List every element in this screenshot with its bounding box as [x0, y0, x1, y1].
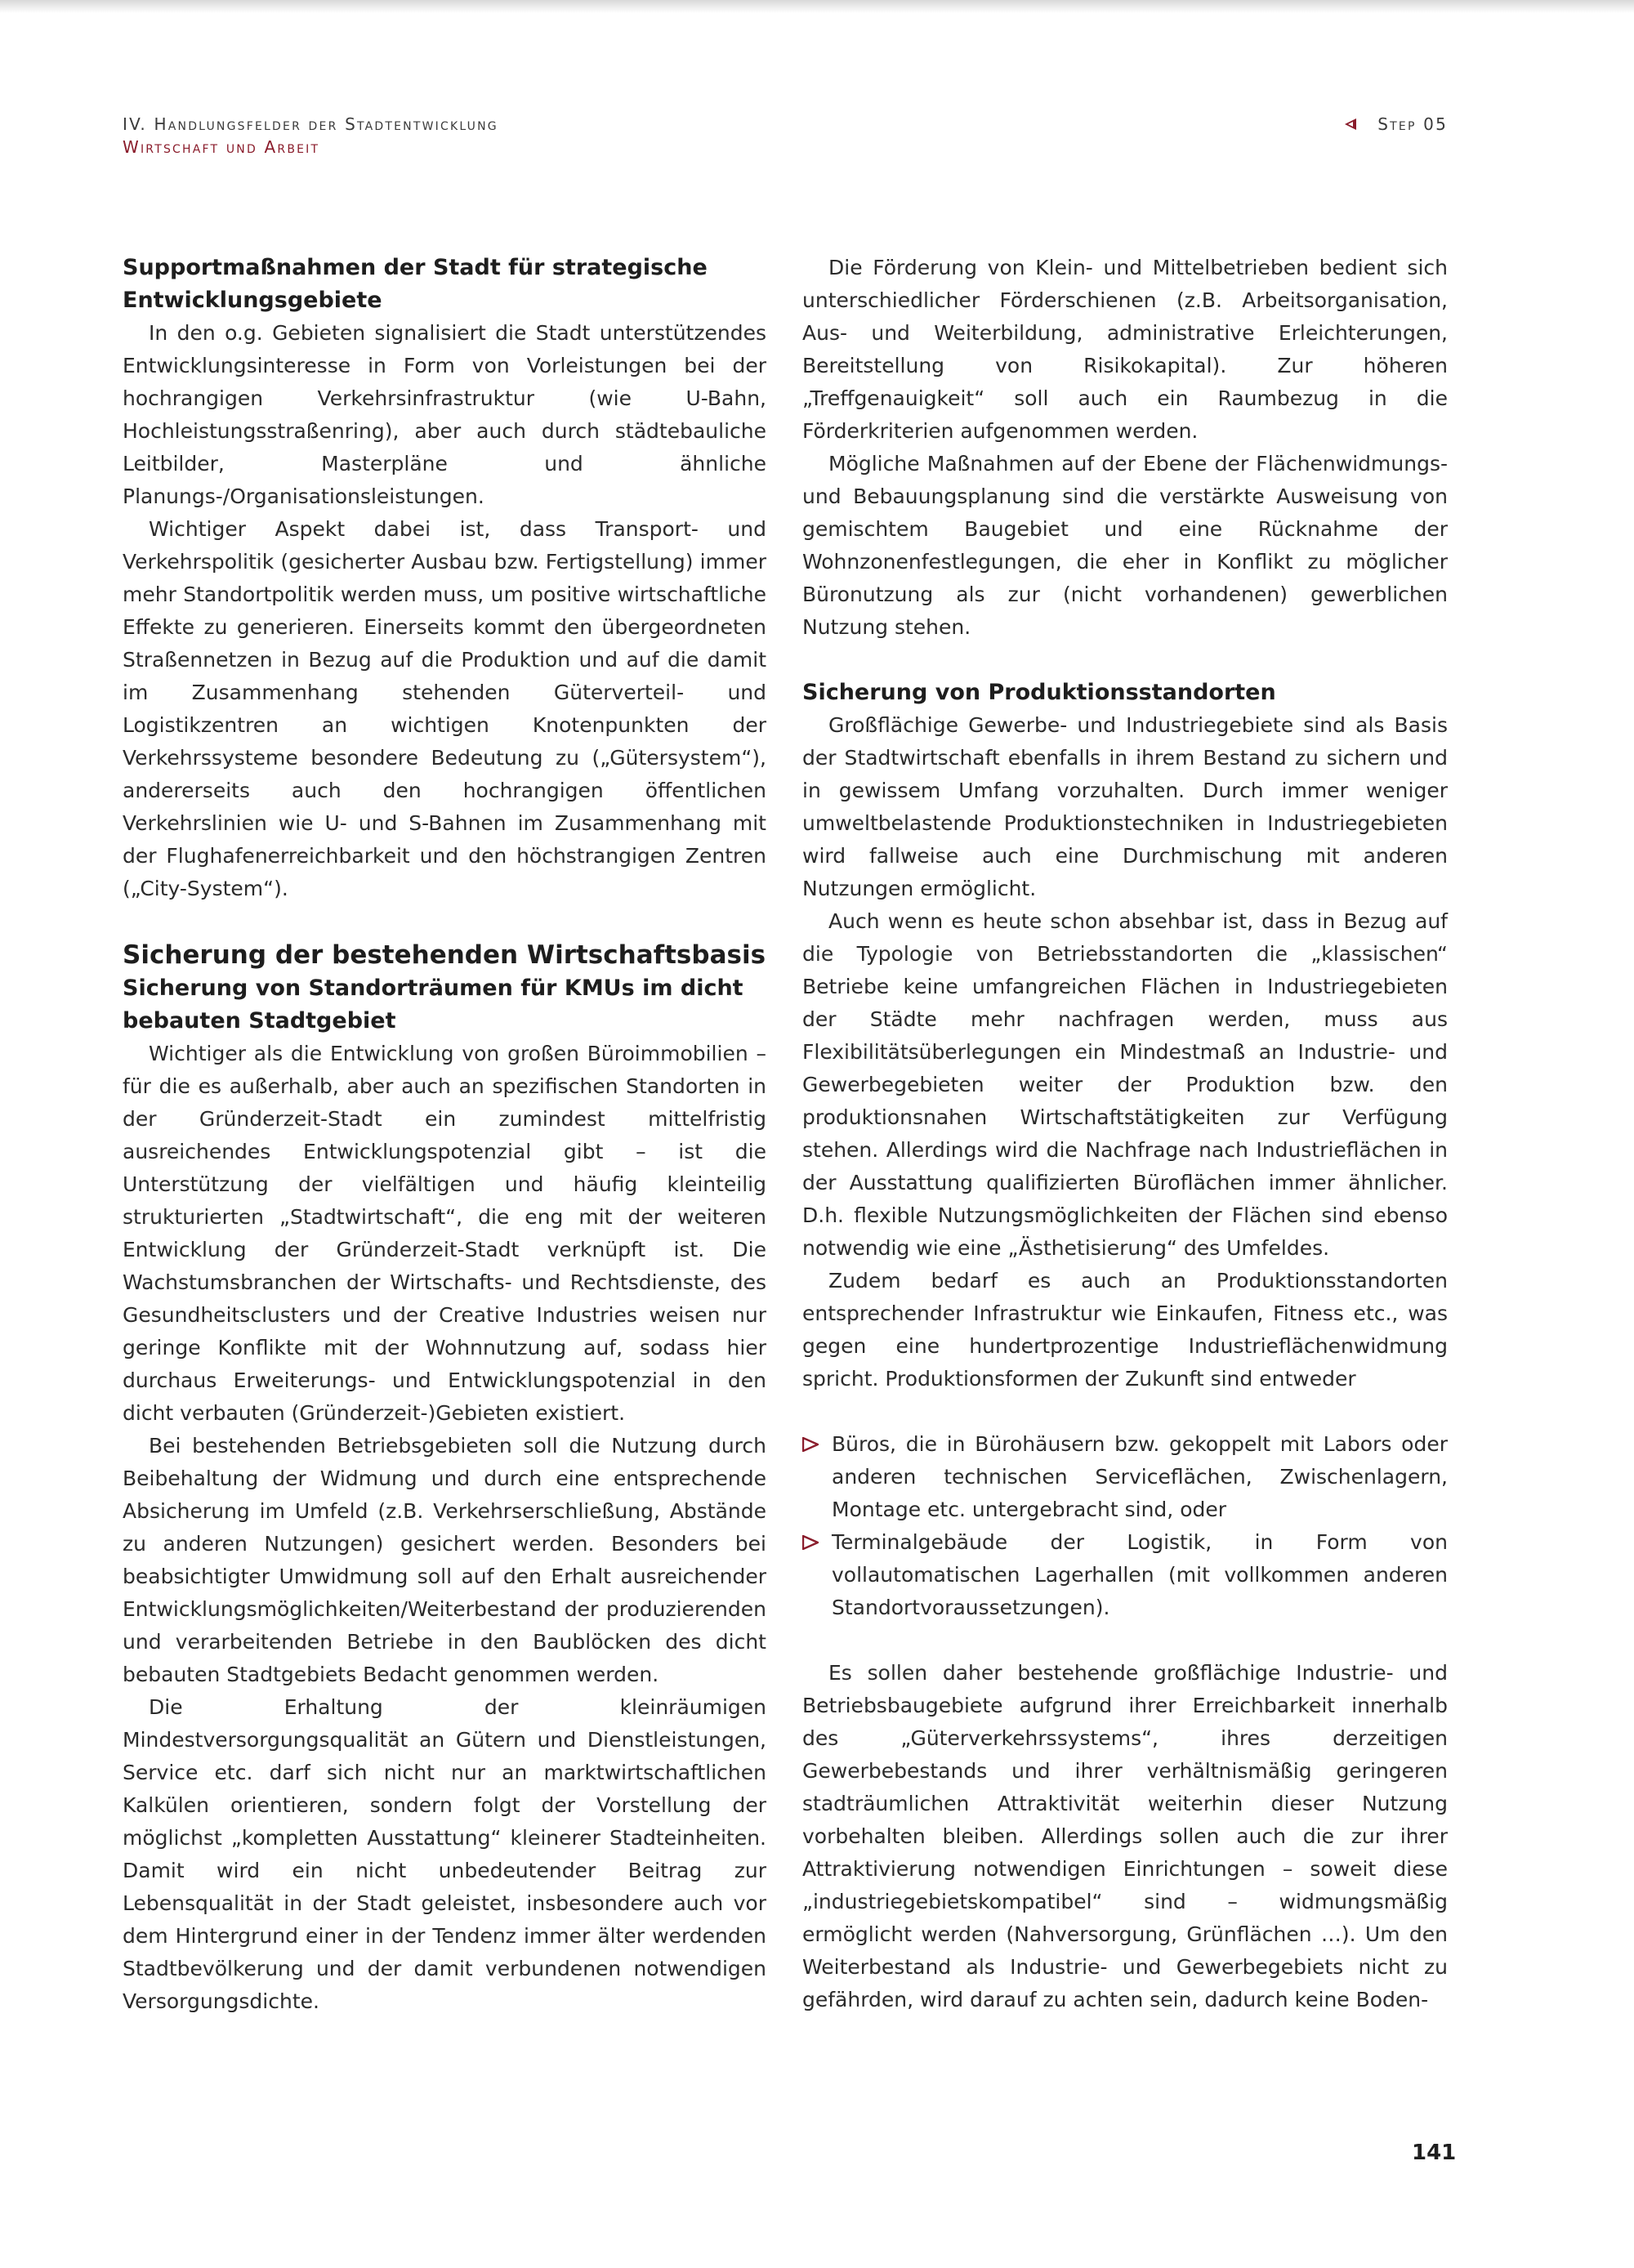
list-item-text: Büros, die in Bürohäusern bzw. gekoppelt mit Labors oder anderen technischen Serviceflächen, Zwischenlagern, Montage etc. untergebracht sind, oder: [832, 1432, 1448, 1521]
paragraph: Die Erhaltung der kleinräumigen Mindestversorgungsqualität an Gütern und Dienstleistungen, Service etc. darf sich nicht nur an marktwirtschaftlichen Kalkülen orientieren, sondern folgt der Vorstellung der möglichst „kompletten Ausstattung“ kleinerer Stadteinheiten. Damit wird ein nicht unbedeutender Beitrag zur Lebensqualität in der Stadt geleistet, insbesondere auch vor dem Hintergrund einer in der Tendenz immer älter werdenden Stadtbevölkerung und der damit verbundenen notwendigen Versorgungsdichte.: [123, 1695, 766, 2013]
list-item: [802, 1526, 1448, 1624]
triangle-left-icon: [1345, 118, 1356, 130]
paragraph: Wichtiger Aspekt dabei ist, dass Transport- und Verkehrspolitik (gesicherter Ausbau bzw. Fertigstellung) immer mehr Standortpolitik werden muss, um positive wirtschaftliche Effekte zu generieren. Einerseits kommt den übergeordneten Straßennetzen in Bezug auf die Produktion und auf die damit im Zusammenhang stehenden Güterverteil- und Logistikzentren an wichtigen Knotenpunkten der Verkehrssysteme besondere Bedeutung zu („Gütersystem“), andererseits auch den hochrangigen öffentlichen Verkehrslinien wie U- und S-Bahnen im Zusammenhang mit der Flughafenerreichbarkeit und den höchstrangigen Zentren („City-System“).: [123, 517, 766, 900]
heading-support-measures: Supportmaßnahmen der Stadt für strategische Entwicklungsgebiete: [123, 255, 708, 313]
paragraph: Auch wenn es heute schon absehbar ist, dass in Bezug auf die Typologie von Betriebsstandorten die „klassischen“ Betriebe keine umfangreichen Flächen in Industriegebieten der Städte mehr nachfragen werden, muss aus Flexibilitätsüberlegungen ein Mindestmaß an Industrie- und Gewerbegebieten weiter der Produktion bzw. den produktionsnahen Wirtschaftstätigkeiten zur Verfügung stehen. Allerdings wird die Nachfrage nach Industrieflächen in der Ausstattung qualifizierten Büroflächen immer ähnlicher. D.h. flexible Nutzungsmöglichkeiten der Flächen sind ebenso notwendig wie eine „Ästhetisierung“ des Umfeldes.: [802, 909, 1448, 1260]
step-indicator: [1345, 113, 1448, 136]
running-header: [123, 113, 498, 158]
paragraph: Es sollen daher bestehende großflächige Industrie- und Betriebsbaugebiete aufgrund ihrer Erreichbarkeit innerhalb des „Güterverkehrssystems“, ihres derzeitigen Gewerbebestands und ihrer verhältnismäßig geringeren stadträumlichen Attraktivität weiterhin dieser Nutzung vorbehalten bleiben. Allerdings sollen auch die zur ihrer Attraktivierung notwendigen Einrichtungen – soweit diese „industriegebietskompatibel“ sind – widmungsmäßig ermöglicht werden (Nahversorgung, Grünflächen …). Um den Weiterbestand als Industrie- und Gewerbegebiets nicht zu gefährden, wird darauf zu achten sein, dadurch keine Boden-: [802, 1661, 1448, 2011]
paragraph: Bei bestehenden Betriebsgebieten soll die Nutzung durch Beibehaltung der Widmung und durch eine entsprechende Absicherung im Umfeld (z.B. Verkehrserschließung, Abstände zu anderen Nutzungen) gesichert werden. Besonders bei beabsichtigter Umwidmung soll auf den Erhalt ausreichender Entwicklungsmöglichkeiten/Weiterbestand der produzierenden und verarbeitenden Betriebe in den Baublöcken des dicht bebauten Stadtgebiets Bedacht genommen werden.: [123, 1434, 766, 1686]
list-item-text: Terminalgebäude der Logistik, in Form von vollautomatischen Lagerhallen (mit vollkommen anderen Standortvoraussetzungen).: [832, 1530, 1448, 1619]
bullet-list: [802, 1428, 1448, 1624]
heading-kmu-locations: Sicherung von Standorträumen für KMUs im dicht bebauten Stadtgebiet: [123, 976, 743, 1034]
heading-production-sites: Sicherung von Produktionsstandorten: [802, 680, 1276, 705]
section-title: Wirtschaft und Arbeit: [123, 137, 320, 157]
paragraph: Mögliche Maßnahmen auf der Ebene der Flächenwidmungs- und Bebauungsplanung sind die verstärkte Ausweisung von gemischtem Baugebiet und eine Rücknahme der Wohnzonenfestlegungen, die eher in Konflikt zu möglicher Büronutzung als zur (nicht vorhandenen) gewerblichen Nutzung stehen.: [802, 452, 1448, 639]
page-number: 141: [1412, 2141, 1457, 2165]
paragraph: Wichtiger als die Entwicklung von großen Büroimmobilien – für die es außerhalb, aber auch an spezifischen Standorten in der Gründerzeit-Stadt ein zumindest mittelfristig ausreichendes Entwicklungspotenzial gibt – ist die Unterstützung der vielfältigen und häufig kleinteilig strukturierten „Stadtwirtschaft“, die eng mit der weiteren Entwicklung der Gründerzeit-Stadt verknüpft ist. Die Wachstumsbranchen der Wirtschafts- und Rechtsdienste, des Gesundheitsclusters und der Creative Industries weisen nur geringe Konflikte mit der Wohnnutzung auf, sodass hier durchaus Erweiterungs- und Entwicklungspotenzial in den dicht verbauten (Gründerzeit-)Gebieten existiert.: [123, 1042, 766, 1425]
step-label: Step 05: [1377, 114, 1448, 134]
list-item: [802, 1428, 1448, 1526]
scan-edge: [0, 0, 1634, 13]
right-column: [802, 252, 1448, 2016]
paragraph: Zudem bedarf es auch an Produktionsstandorten entsprechender Infrastruktur wie Einkaufen, Fitness etc., was gegen eine hundertprozentige Industrieflächenwidmung spricht. Produktionsformen der Zukunft sind entweder: [802, 1269, 1448, 1391]
triangle-right-icon: [802, 1535, 819, 1550]
paragraph: Die Förderung von Klein- und Mittelbetrieben bedient sich unterschiedlicher Förderschienen (z.B. Arbeitsorganisation, Aus- und Weiterbildung, administrative Erleichterungen, Bereitstellung von Risikokapital). Zur höheren „Treffgenauigkeit“ soll auch ein Raumbezug in die Förderkriterien aufgenommen werden.: [802, 256, 1448, 443]
paragraph: In den o.g. Gebieten signalisiert die Stadt unterstützendes Entwicklungsinteresse in Form von Vorleistungen bei der hochrangigen Verkehrsinfrastruktur (wie U-Bahn, Hochleistungsstraßenring), aber auch durch städtebauliche Leitbilder, Masterpläne und ähnliche Planungs-/Organisationsleistungen.: [123, 321, 766, 508]
paragraph: Großflächige Gewerbe- und Industriegebiete sind als Basis der Stadtwirtschaft ebenfalls in ihrem Bestand zu sichern und in gewissem Umfang vorzuhalten. Durch immer weniger umweltbelastende Produktionstechniken in Industriegebieten wird fallweise auch eine Durchmischung mit anderen Nutzungen ermöglicht.: [802, 713, 1448, 900]
heading-economic-base: Sicherung der bestehenden Wirtschaftsbasis: [123, 940, 766, 970]
left-column: [123, 252, 766, 2018]
chapter-title: IV. Handlungsfelder der Stadtentwicklung: [123, 114, 498, 134]
triangle-right-icon: [802, 1437, 819, 1452]
